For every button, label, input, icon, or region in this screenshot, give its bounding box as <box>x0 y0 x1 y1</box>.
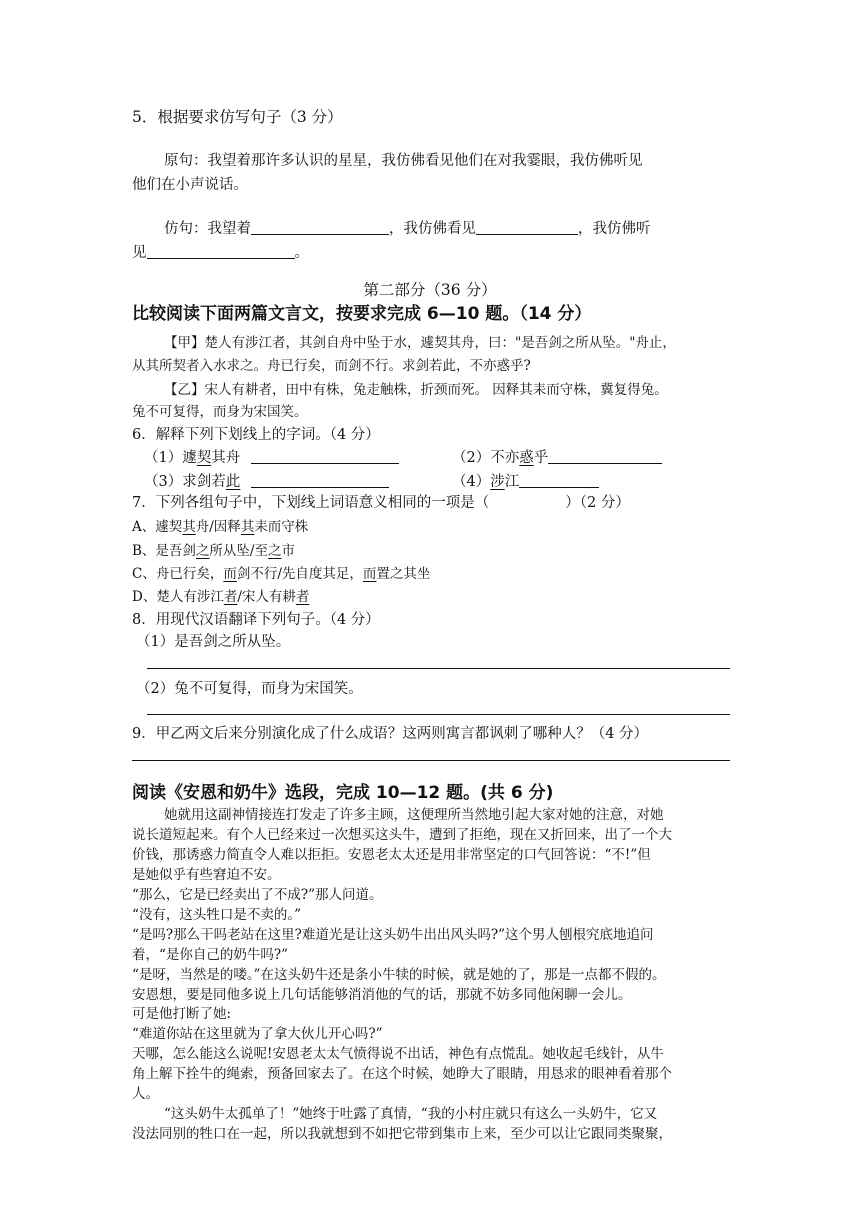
q7-a-u2: 其 <box>240 519 255 535</box>
q6-4-pre: （4） <box>452 474 491 490</box>
passage-line-13: 天哪，怎么能这么说呢!安恩老太太气愤得说不出话，神色有点慌乱。她收起毛线针，从牛 <box>132 1046 664 1062</box>
q8-title: 8．用现代汉语翻译下列句子。（4 分） <box>132 612 380 628</box>
q6-2-blank[interactable] <box>548 447 662 464</box>
q7-c-u2: 而 <box>362 566 377 582</box>
q5-original-cont: 他们在小声说话。 <box>132 177 248 193</box>
q6-1-target: 契 <box>196 450 212 466</box>
q7-c-1: C、舟已行矣， <box>132 566 224 582</box>
q6-1-pre: （1）遽 <box>144 450 197 466</box>
q7-b-2: 所从坠/至 <box>209 543 268 559</box>
q8-item-1: （1）是吾剑之所从坠。 <box>136 634 291 650</box>
part2-heading: 第二部分（36 分） <box>363 281 497 299</box>
passage-line-5: “那么，它是已经卖出了不成?”那人问道。 <box>132 887 383 903</box>
q6-4-blank[interactable] <box>519 471 599 488</box>
q6-3-blank[interactable] <box>251 471 389 488</box>
passage-line-15: 人。 <box>132 1086 159 1102</box>
q5-imitate-e: 。 <box>294 245 309 261</box>
passage-line-7: “是吗?那么干吗老站在这里?难道光是让这头奶牛出出风头吗?”这个男人刨根究底地追问 <box>132 927 654 943</box>
passage-line-12: “难道你站在这里就为了拿大伙儿开心吗?” <box>132 1026 383 1042</box>
q7-option-a <box>132 517 308 537</box>
passage-line-10: 安恩想，要是同他多说上几句话能够消消他的气的话，那就不妨多同他闲聊一会儿。 <box>132 987 632 1003</box>
passage-line-1: 她就用这副神情接连打发走了许多主顾，这便理所当然地引起大家对她的注意，对她 <box>164 807 664 823</box>
q5-blank-2[interactable] <box>476 218 578 235</box>
q7-b-3: 市 <box>281 543 295 559</box>
q7-d-2: /宋人有耕 <box>237 589 296 605</box>
q7-points: ）（2 分） <box>565 495 630 511</box>
q9-answer-line[interactable] <box>132 760 730 761</box>
passage-line-9: “是呀，当然是的喽。”在这头奶牛还是条小牛犊的时候，就是她的了，那是一点都不假的。 <box>132 967 666 983</box>
q7-c-u1: 而 <box>223 566 237 582</box>
q5-original: 原句：我望着那许多认识的星星，我仿佛看见他们在对我霎眼，我仿佛听见 <box>164 153 643 169</box>
q7-b-u2: 之 <box>267 543 282 559</box>
q7-d-u2: 者 <box>295 589 310 605</box>
passage-line-8: 着，“是你自己的奶牛吗?” <box>132 947 289 963</box>
passage-line-2: 说长道短起来。有个人已经来过一次想买这头牛，遭到了拒绝，现在又折回来，出了一个大 <box>132 827 672 843</box>
passage-line-11: 可是他打断了她: <box>132 1006 232 1022</box>
q5-imitate-a: 仿句：我望着 <box>164 221 251 237</box>
jia-line-1: 【甲】楚人有涉江者，其剑自舟中坠于水，遽契其舟，曰："是吾剑之所从坠。"舟止， <box>164 335 676 351</box>
q9-title: 9．甲乙两文后来分别演化成了什么成语？这两则寓言都讽刺了哪种人？（4 分） <box>132 726 649 742</box>
q6-2-pre: （2）不亦 <box>452 450 520 466</box>
q5-blank-3[interactable] <box>147 242 295 259</box>
q6-4-post: 江 <box>504 474 520 490</box>
q7-b-1: B、是吾剑 <box>132 543 196 559</box>
q6-item-1 <box>144 447 399 468</box>
q6-3-pre: （3）求剑若 <box>144 474 226 490</box>
q7-a-1: A、遽契 <box>132 519 183 535</box>
q5-imitate-c: ，我仿佛听 <box>578 221 651 237</box>
q7-c-3: 置之其坐 <box>376 566 431 582</box>
q6-2-target: 惑 <box>519 450 534 466</box>
q7-d-u1: 者 <box>223 589 238 605</box>
jia-line-2: 从其所契者入水求之。舟已行矣，而剑不行。求剑若此，不亦惑乎? <box>132 358 531 374</box>
q7-a-2: 舟/因释 <box>195 519 241 535</box>
q6-item-3 <box>144 471 389 492</box>
yi-line-2: 兔不可复得，而身为宋国笑。 <box>132 404 308 420</box>
sec2-heading: 阅读《安恩和奶牛》选段，完成 10—12 题。(共 6 分) <box>132 783 554 803</box>
q6-title: 6．解释下列下划线上的字词。（4 分） <box>132 427 380 443</box>
passage-line-17: 没法同别的牲口在一起，所以我就想到不如把它带到集市上来，至少可以让它跟同类聚聚， <box>132 1126 672 1142</box>
passage-line-16: “这头奶牛太孤单了！”她终于吐露了真情，“我的小村庄就只有这么一头奶牛，它又 <box>164 1106 658 1122</box>
q7-option-d <box>132 587 309 607</box>
sec1-heading: 比较阅读下面两篇文言文，按要求完成 6—10 题。（14 分） <box>132 304 592 324</box>
passage-line-14: 角上解下拴牛的绳索，预备回家去了。在这个时候，她睁大了眼睛，用恳求的眼神看着那个 <box>132 1066 672 1082</box>
q8-answer-line-2[interactable] <box>147 714 730 715</box>
passage-line-3: 价钱，那诱惑力简直令人难以拒拒。安恩老太太还是用非常坚定的口气回答说：“不!”但 <box>132 847 651 863</box>
q5-imitate-line-2 <box>132 242 309 263</box>
q6-item-4 <box>452 471 599 492</box>
q7-option-b <box>132 541 295 561</box>
yi-line-1: 【乙】宋人有耕者，田中有株，兔走触株，折颈而死。 因释其耒而守株，冀复得兔。 <box>164 382 668 398</box>
q6-2-post: 乎 <box>533 450 549 466</box>
q6-1-post: 其舟 <box>211 450 241 466</box>
passage-line-4: 是她似乎有些窘迫不安。 <box>132 867 281 883</box>
passage-line-6: “没有，这头牲口是不卖的。” <box>132 907 302 923</box>
q5-title: 5．根据要求仿写句子（3 分） <box>132 108 343 126</box>
q8-item-2: （2）兔不可复得，而身为宋国笑。 <box>136 681 363 697</box>
q5-imitate-line <box>164 218 651 239</box>
q7-question: 7．下列各组句子中，下划线上词语意义相同的一项是（ <box>132 495 490 511</box>
q7-title <box>132 493 630 513</box>
q6-3-target: 此 <box>225 474 241 490</box>
q7-option-c <box>132 564 430 584</box>
q5-imitate-d: 见 <box>132 245 147 261</box>
q7-a-3: 耒而守株 <box>254 519 309 535</box>
q7-c-2: 剑不行/先自度其足， <box>236 566 363 582</box>
q7-a-u1: 其 <box>182 519 196 535</box>
q5-blank-1[interactable] <box>251 218 389 235</box>
q8-answer-line-1[interactable] <box>147 668 730 669</box>
q5-imitate-b: ，我仿佛看见 <box>389 221 476 237</box>
q6-1-blank[interactable] <box>251 447 399 464</box>
q7-d-1: D、楚人有涉江 <box>132 589 224 605</box>
q6-4-target: 涉 <box>490 474 505 490</box>
q6-item-2 <box>452 447 662 468</box>
q7-b-u1: 之 <box>195 543 210 559</box>
